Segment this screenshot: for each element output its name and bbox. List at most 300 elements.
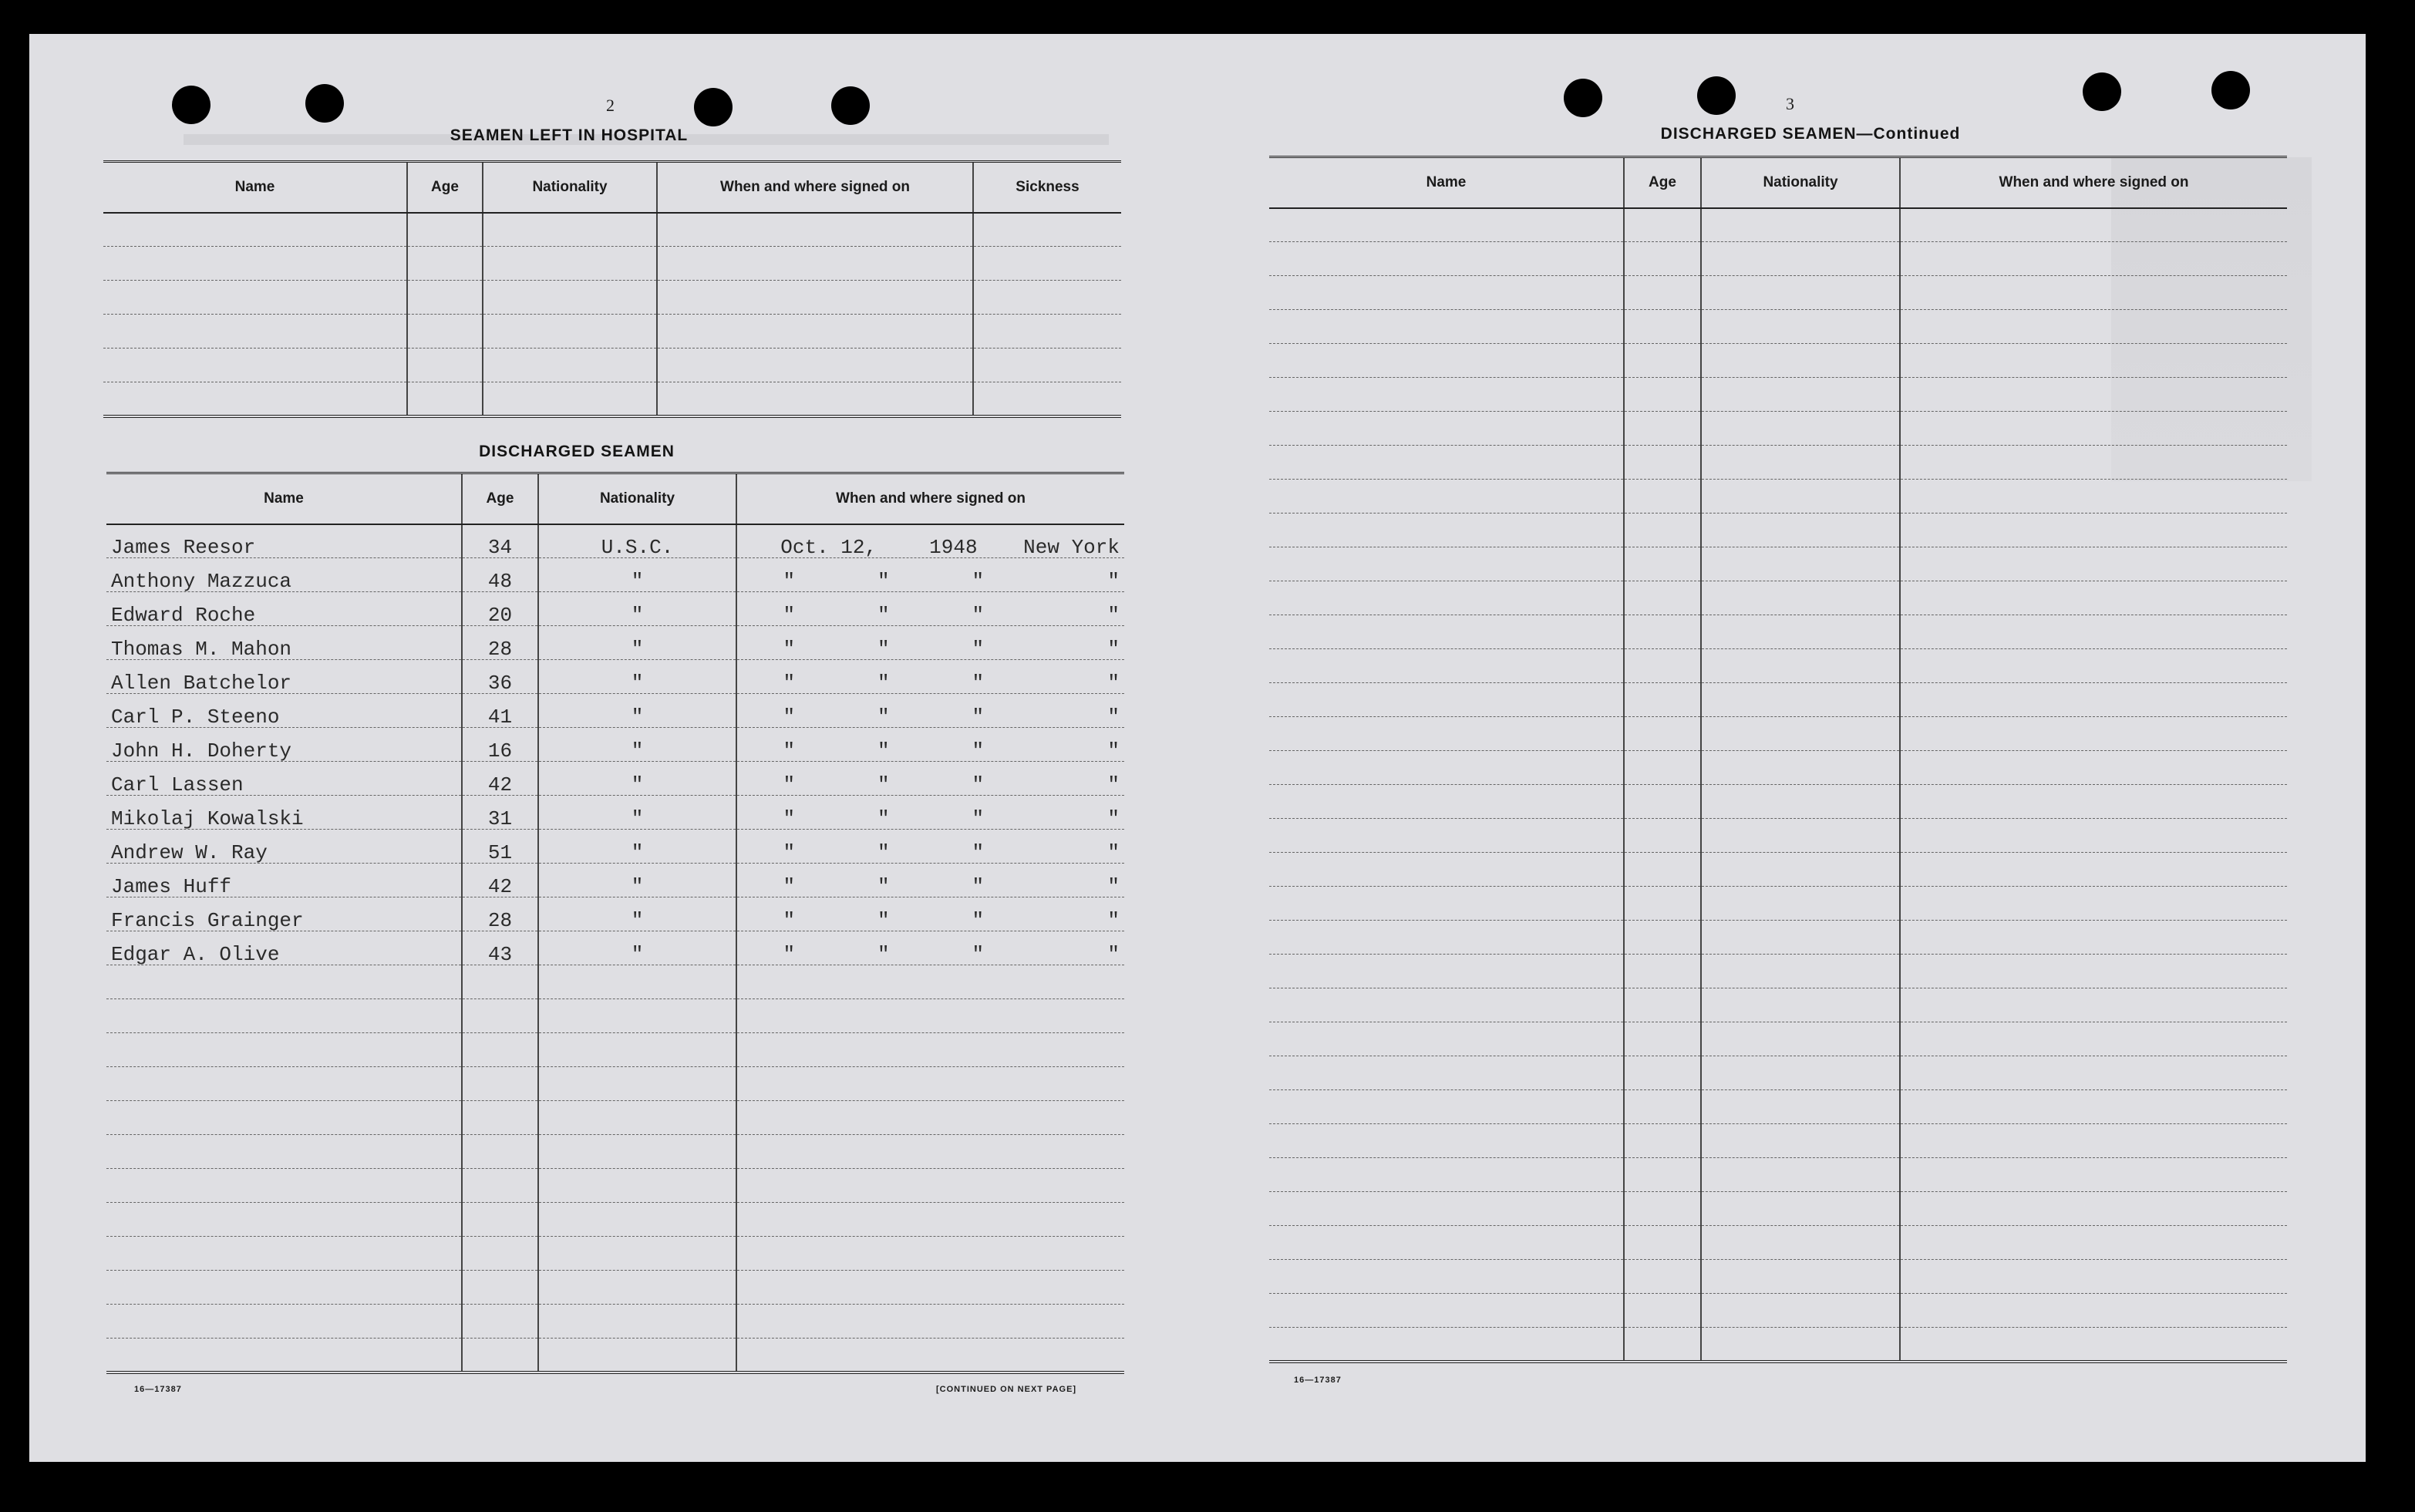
blank-cell xyxy=(1269,717,1624,751)
seaman-nationality: " xyxy=(538,558,736,592)
blank-cell xyxy=(106,1135,462,1169)
blank-row xyxy=(1269,378,2287,412)
blank-cell xyxy=(1900,378,2287,412)
blank-cell xyxy=(106,1101,462,1135)
blank-cell xyxy=(1624,853,1701,887)
seaman-signed-on xyxy=(736,694,1124,728)
blank-cell xyxy=(1269,1124,1624,1158)
blank-cell xyxy=(538,999,736,1033)
seaman-age: 31 xyxy=(462,796,538,830)
signed-on-part: " xyxy=(877,672,890,694)
blank-cell xyxy=(1624,819,1701,853)
blank-cell xyxy=(1269,1260,1624,1294)
blank-row xyxy=(1269,208,2287,242)
blank-cell xyxy=(106,1169,462,1203)
blank-cell xyxy=(736,1339,1124,1372)
blank-cell xyxy=(1701,615,1900,649)
signed-on-part: " xyxy=(1107,807,1120,830)
blank-cell xyxy=(1701,1226,1900,1260)
blank-cell xyxy=(462,1237,538,1271)
seaman-signed-on xyxy=(736,558,1124,592)
blank-row xyxy=(106,1067,1124,1101)
form-number-left: 16—17387 xyxy=(134,1385,182,1394)
blank-cell xyxy=(538,1169,736,1203)
blank-cell xyxy=(1701,955,1900,988)
blank-row xyxy=(1269,1022,2287,1056)
binder-hole xyxy=(2211,71,2250,109)
blank-cell xyxy=(1900,208,2287,242)
blank-row xyxy=(106,1271,1124,1305)
blank-cell xyxy=(1269,412,1624,446)
seaman-age: 16 xyxy=(462,728,538,762)
blank-cell xyxy=(1701,819,1900,853)
seaman-name: Anthony Mazzuca xyxy=(106,558,462,592)
signed-on-part: Oct. 12, xyxy=(780,536,877,558)
blank-cell xyxy=(1701,581,1900,615)
blank-row xyxy=(1269,955,2287,988)
blank-row xyxy=(1269,1124,2287,1158)
blank-cell xyxy=(1701,514,1900,547)
blank-cell xyxy=(462,965,538,999)
signed-on-part: " xyxy=(972,875,985,897)
blank-cell xyxy=(1624,887,1701,921)
blank-cell xyxy=(462,1101,538,1135)
blank-cell xyxy=(736,965,1124,999)
document-sheet xyxy=(29,34,2366,1462)
col-header-name: Name xyxy=(106,473,462,524)
blank-cell xyxy=(657,247,973,281)
blank-cell xyxy=(407,281,483,315)
signed-on-part: " xyxy=(783,943,796,965)
blank-row xyxy=(1269,480,2287,514)
blank-cell xyxy=(1624,1124,1701,1158)
signed-on-part: " xyxy=(972,705,985,728)
blank-cell xyxy=(1269,751,1624,785)
blank-cell xyxy=(1269,955,1624,988)
binder-hole xyxy=(172,86,211,124)
seaman-age: 42 xyxy=(462,762,538,796)
page-number-right: 3 xyxy=(1786,94,1794,113)
blank-cell xyxy=(538,1033,736,1067)
seaman-name: Thomas M. Mahon xyxy=(106,626,462,660)
blank-cell xyxy=(1269,1056,1624,1090)
blank-row xyxy=(1269,853,2287,887)
blank-cell xyxy=(1900,1158,2287,1192)
blank-cell xyxy=(1701,853,1900,887)
blank-cell xyxy=(106,1305,462,1339)
seaman-age: 28 xyxy=(462,626,538,660)
blank-cell xyxy=(1900,514,2287,547)
blank-cell xyxy=(1701,988,1900,1022)
seaman-nationality: " xyxy=(538,626,736,660)
blank-row xyxy=(103,315,1121,349)
binder-hole xyxy=(2083,72,2121,111)
blank-cell xyxy=(1701,310,1900,344)
blank-cell xyxy=(736,1271,1124,1305)
blank-cell xyxy=(106,1203,462,1237)
col-header-nationality: Nationality xyxy=(1701,157,1900,208)
col-header-signed-on: When and where signed on xyxy=(736,473,1124,524)
blank-cell xyxy=(1701,276,1900,310)
signed-on-part: " xyxy=(1107,570,1120,592)
blank-row xyxy=(1269,785,2287,819)
blank-cell xyxy=(1900,547,2287,581)
blank-cell xyxy=(1624,717,1701,751)
blank-cell xyxy=(1701,1090,1900,1124)
blank-cell xyxy=(407,382,483,416)
blank-cell xyxy=(106,1033,462,1067)
seaman-name: James Huff xyxy=(106,864,462,897)
blank-row xyxy=(103,382,1121,416)
blank-cell xyxy=(462,1305,538,1339)
seaman-row xyxy=(106,694,1124,728)
blank-cell xyxy=(736,1169,1124,1203)
continued-table-body xyxy=(1269,208,2287,1362)
blank-cell xyxy=(1701,1022,1900,1056)
blank-cell xyxy=(483,349,657,382)
binder-hole xyxy=(831,86,870,125)
blank-cell xyxy=(106,1237,462,1271)
blank-cell xyxy=(1624,446,1701,480)
blank-cell xyxy=(1624,955,1701,988)
blank-cell xyxy=(1624,1090,1701,1124)
blank-row xyxy=(106,1101,1124,1135)
blank-cell xyxy=(973,281,1121,315)
seaman-nationality: " xyxy=(538,660,736,694)
blank-cell xyxy=(1701,480,1900,514)
blank-cell xyxy=(1900,921,2287,955)
blank-cell xyxy=(1624,615,1701,649)
signed-on-part: " xyxy=(877,570,890,592)
blank-cell xyxy=(1900,480,2287,514)
blank-cell xyxy=(1269,547,1624,581)
blank-cell xyxy=(1624,1022,1701,1056)
blank-cell xyxy=(1900,683,2287,717)
blank-cell xyxy=(407,315,483,349)
seaman-age: 51 xyxy=(462,830,538,864)
blank-row xyxy=(103,213,1121,247)
blank-cell xyxy=(462,1169,538,1203)
signed-on-part: " xyxy=(1107,705,1120,728)
seaman-row xyxy=(106,796,1124,830)
col-header-nationality: Nationality xyxy=(483,162,657,213)
blank-cell xyxy=(1900,988,2287,1022)
signed-on-part: " xyxy=(877,638,890,660)
blank-row xyxy=(103,349,1121,382)
blank-cell xyxy=(1269,1226,1624,1260)
seaman-row xyxy=(106,558,1124,592)
blank-cell xyxy=(1900,819,2287,853)
blank-cell xyxy=(103,349,407,382)
seaman-name: Edgar A. Olive xyxy=(106,931,462,965)
blank-cell xyxy=(1269,310,1624,344)
blank-cell xyxy=(1701,1328,1900,1362)
seaman-nationality: " xyxy=(538,830,736,864)
blank-cell xyxy=(1701,887,1900,921)
blank-cell xyxy=(1900,1328,2287,1362)
blank-cell xyxy=(1269,683,1624,717)
blank-cell xyxy=(1269,581,1624,615)
blank-cell xyxy=(1624,276,1701,310)
blank-cell xyxy=(736,1203,1124,1237)
signed-on-part: 1948 xyxy=(929,536,978,558)
blank-row xyxy=(1269,1056,2287,1090)
blank-row xyxy=(1269,1158,2287,1192)
blank-cell xyxy=(1624,921,1701,955)
blank-cell xyxy=(1900,310,2287,344)
blank-cell xyxy=(1624,412,1701,446)
blank-row xyxy=(1269,446,2287,480)
blank-cell xyxy=(1269,1022,1624,1056)
seaman-name: Carl P. Steeno xyxy=(106,694,462,728)
blank-cell xyxy=(103,315,407,349)
col-header-sickness: Sickness xyxy=(973,162,1121,213)
blank-cell xyxy=(538,1135,736,1169)
blank-row xyxy=(106,1135,1124,1169)
blank-cell xyxy=(1269,344,1624,378)
blank-row xyxy=(1269,921,2287,955)
blank-cell xyxy=(1900,887,2287,921)
blank-cell xyxy=(103,281,407,315)
blank-cell xyxy=(1900,1124,2287,1158)
blank-cell xyxy=(1900,242,2287,276)
seaman-signed-on xyxy=(736,897,1124,931)
blank-cell xyxy=(1624,1226,1701,1260)
seaman-nationality: " xyxy=(538,694,736,728)
blank-cell xyxy=(1900,412,2287,446)
hospital-section-title: SEAMEN LEFT IN HOSPITAL xyxy=(450,126,689,144)
blank-cell xyxy=(1624,1294,1701,1328)
blank-cell xyxy=(483,315,657,349)
signed-on-part: " xyxy=(972,570,985,592)
signed-on-part: " xyxy=(1107,841,1120,864)
seaman-nationality: " xyxy=(538,864,736,897)
blank-cell xyxy=(736,1101,1124,1135)
signed-on-part: " xyxy=(783,875,796,897)
blank-cell xyxy=(1624,1056,1701,1090)
seaman-nationality: " xyxy=(538,592,736,626)
blank-cell xyxy=(973,247,1121,281)
blank-cell xyxy=(1624,547,1701,581)
blank-cell xyxy=(657,349,973,382)
blank-cell xyxy=(483,213,657,247)
blank-cell xyxy=(1701,1124,1900,1158)
blank-cell xyxy=(538,1237,736,1271)
blank-cell xyxy=(1624,344,1701,378)
seaman-name: John H. Doherty xyxy=(106,728,462,762)
blank-cell xyxy=(1900,717,2287,751)
seaman-age: 28 xyxy=(462,897,538,931)
signed-on-part: " xyxy=(877,705,890,728)
seaman-name: Francis Grainger xyxy=(106,897,462,931)
signed-on-part: " xyxy=(783,604,796,626)
signed-on-part: " xyxy=(972,943,985,965)
blank-cell xyxy=(1269,853,1624,887)
signed-on-part: " xyxy=(877,773,890,796)
blank-cell xyxy=(1701,649,1900,683)
signed-on-part: " xyxy=(972,672,985,694)
blank-cell xyxy=(1269,1294,1624,1328)
blank-row xyxy=(106,965,1124,999)
signed-on-part: " xyxy=(1107,773,1120,796)
blank-cell xyxy=(1701,208,1900,242)
binder-hole xyxy=(1564,79,1602,117)
blank-row xyxy=(1269,276,2287,310)
seaman-row xyxy=(106,660,1124,694)
seaman-row xyxy=(106,762,1124,796)
seaman-row xyxy=(106,830,1124,864)
blank-cell xyxy=(1701,242,1900,276)
discharged-table-body xyxy=(106,524,1124,1372)
blank-cell xyxy=(1624,1260,1701,1294)
blank-cell xyxy=(1624,988,1701,1022)
blank-cell xyxy=(736,1033,1124,1067)
signed-on-part: New York xyxy=(1023,536,1120,558)
blank-cell xyxy=(657,382,973,416)
blank-cell xyxy=(462,1203,538,1237)
blank-cell xyxy=(1624,378,1701,412)
seaman-row xyxy=(106,592,1124,626)
blank-row xyxy=(1269,615,2287,649)
blank-cell xyxy=(1624,751,1701,785)
blank-cell xyxy=(1624,1328,1701,1362)
blank-cell xyxy=(1701,921,1900,955)
seaman-name: Andrew W. Ray xyxy=(106,830,462,864)
blank-cell xyxy=(538,1067,736,1101)
blank-cell xyxy=(1701,378,1900,412)
signed-on-part: " xyxy=(783,807,796,830)
seaman-age: 42 xyxy=(462,864,538,897)
blank-cell xyxy=(1701,1294,1900,1328)
form-number-right: 16—17387 xyxy=(1294,1376,1342,1385)
blank-cell xyxy=(462,999,538,1033)
blank-cell xyxy=(1269,649,1624,683)
blank-cell xyxy=(736,1135,1124,1169)
blank-cell xyxy=(1269,1090,1624,1124)
blank-cell xyxy=(1269,276,1624,310)
blank-cell xyxy=(736,1305,1124,1339)
binder-hole xyxy=(694,88,733,126)
seaman-signed-on xyxy=(736,796,1124,830)
blank-row xyxy=(1269,310,2287,344)
blank-cell xyxy=(1624,1158,1701,1192)
blank-cell xyxy=(1900,1226,2287,1260)
seaman-row xyxy=(106,524,1124,558)
blank-cell xyxy=(483,382,657,416)
continued-note: [CONTINUED ON NEXT PAGE] xyxy=(936,1385,1077,1394)
blank-cell xyxy=(1624,480,1701,514)
blank-row xyxy=(1269,649,2287,683)
discharged-continued-table xyxy=(1269,156,2287,1363)
discharged-table xyxy=(106,472,1124,1374)
col-header-name: Name xyxy=(103,162,407,213)
blank-cell xyxy=(1900,751,2287,785)
blank-cell xyxy=(973,349,1121,382)
blank-cell xyxy=(736,1237,1124,1271)
blank-cell xyxy=(1624,208,1701,242)
seaman-row xyxy=(106,864,1124,897)
blank-row xyxy=(1269,412,2287,446)
col-header-name: Name xyxy=(1269,157,1624,208)
blank-cell xyxy=(1701,785,1900,819)
blank-row xyxy=(106,1339,1124,1372)
blank-cell xyxy=(1900,615,2287,649)
signed-on-part: " xyxy=(1107,739,1120,762)
blank-cell xyxy=(1624,1192,1701,1226)
blank-cell xyxy=(1269,378,1624,412)
blank-row xyxy=(106,1203,1124,1237)
seaman-age: 48 xyxy=(462,558,538,592)
blank-cell xyxy=(1624,785,1701,819)
blank-row xyxy=(106,1169,1124,1203)
signed-on-part: " xyxy=(783,705,796,728)
seaman-signed-on xyxy=(736,931,1124,965)
signed-on-part: " xyxy=(877,807,890,830)
blank-cell xyxy=(1900,1022,2287,1056)
seaman-name: Mikolaj Kowalski xyxy=(106,796,462,830)
col-header-nationality: Nationality xyxy=(538,473,736,524)
blank-row xyxy=(1269,1226,2287,1260)
signed-on-part: " xyxy=(877,739,890,762)
signed-on-part: " xyxy=(1107,638,1120,660)
blank-cell xyxy=(657,213,973,247)
blank-cell xyxy=(1269,988,1624,1022)
blank-cell xyxy=(462,1067,538,1101)
seaman-signed-on xyxy=(736,830,1124,864)
blank-cell xyxy=(106,999,462,1033)
blank-cell xyxy=(1624,310,1701,344)
blank-cell xyxy=(1269,921,1624,955)
signed-on-part: " xyxy=(877,943,890,965)
seaman-name: Carl Lassen xyxy=(106,762,462,796)
blank-cell xyxy=(538,965,736,999)
blank-row xyxy=(1269,1090,2287,1124)
seaman-row xyxy=(106,728,1124,762)
seaman-age: 34 xyxy=(462,524,538,558)
signed-on-part: " xyxy=(972,739,985,762)
blank-cell xyxy=(1900,649,2287,683)
blank-cell xyxy=(462,1033,538,1067)
blank-cell xyxy=(1900,1260,2287,1294)
signed-on-part: " xyxy=(783,672,796,694)
seaman-row xyxy=(106,897,1124,931)
blank-row xyxy=(106,999,1124,1033)
seaman-signed-on xyxy=(736,762,1124,796)
signed-on-part: " xyxy=(972,909,985,931)
seaman-signed-on xyxy=(736,592,1124,626)
signed-on-part: " xyxy=(783,570,796,592)
signed-on-part: " xyxy=(972,773,985,796)
seaman-age: 41 xyxy=(462,694,538,728)
blank-cell xyxy=(736,1067,1124,1101)
blank-row xyxy=(1269,988,2287,1022)
blank-cell xyxy=(1900,344,2287,378)
blank-cell xyxy=(1624,581,1701,615)
blank-cell xyxy=(1269,242,1624,276)
signed-on-part: " xyxy=(972,841,985,864)
blank-cell xyxy=(1624,242,1701,276)
blank-row xyxy=(103,247,1121,281)
blank-cell xyxy=(106,965,462,999)
blank-cell xyxy=(1701,412,1900,446)
binder-hole xyxy=(305,84,344,123)
blank-cell xyxy=(1701,717,1900,751)
blank-cell xyxy=(1269,1328,1624,1362)
signed-on-part: " xyxy=(1107,943,1120,965)
blank-cell xyxy=(1269,208,1624,242)
blank-cell xyxy=(1269,514,1624,547)
blank-cell xyxy=(1624,683,1701,717)
